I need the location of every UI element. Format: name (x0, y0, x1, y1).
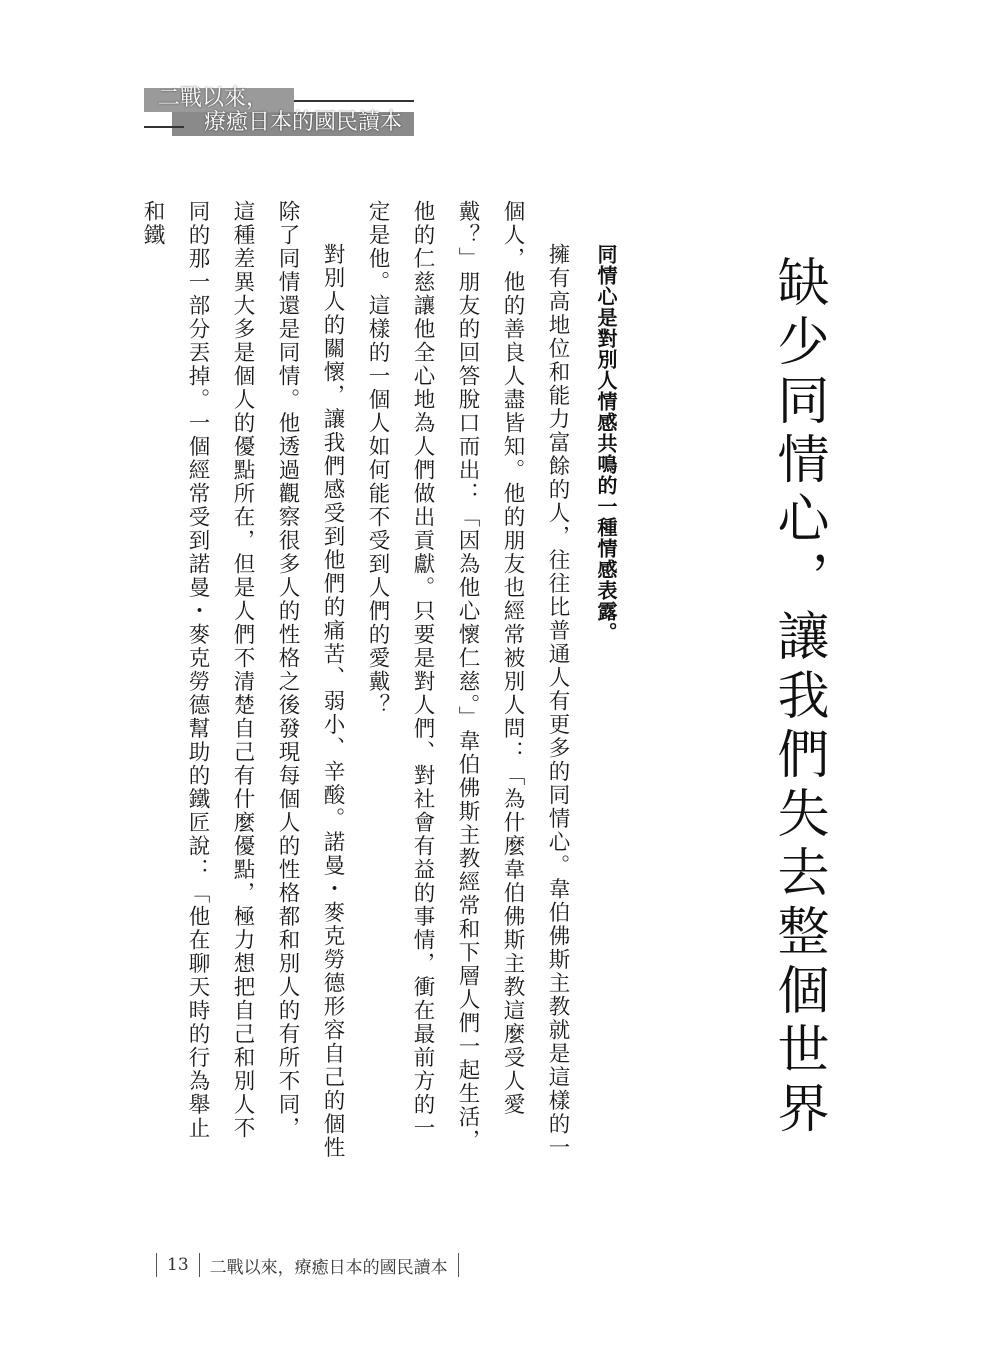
paragraph-2: 對別人的關懷，讓我們感受到他們的痛苦、弱小、辛酸。諾曼・麥克勞德形容自己的個性除了同情還是同情。他透過觀察很多人的性格之後發現每個人的性格都和別人的有所不同，這種差異大多是個人的優點所在，但是人們不清楚自己有什麼優點，極力想把自己和別人不同的那一部分丟掉。一個經常受到諾曼・麥克勞德幫助的鐵匠說：「他在聊天時的行為舉止和鐵 (140, 200, 345, 1160)
book-title-badge (144, 82, 434, 142)
body-text (140, 200, 580, 1160)
badge-line-2: 療癒日本的國民讀本 (204, 110, 403, 135)
page-number: 13 (167, 1255, 189, 1275)
badge-rule-bottom (144, 126, 184, 128)
badge-rule-top (294, 100, 414, 102)
footer-divider-right (458, 1253, 459, 1277)
badge-line-1: 二戰以來， (158, 86, 269, 111)
chapter-subtitle: 同情心是對別人情感共鳴的一種情感表露。 (594, 244, 618, 643)
footer-divider-left (156, 1253, 157, 1277)
paragraph-1: 擁有高地位和能力富餘的人，往往比普通人有更多的同情心。韋伯佛斯主教就是這樣的一個人，他的善良人盡皆知。他的朋友也經常被別人問：「為什麼韋伯佛斯主教這麼受人愛戴？」朋友的回答脫口而出：「因為他心懷仁慈。」韋伯佛斯主教經常和下層人們一起生活，他的仁慈讓他全心地為人們做出貢獻。只要是對人們、對社會有益的事情，衝在最前方的一定是他。這樣的一個人如何能不受到人們的愛戴？ (365, 200, 570, 1160)
footer-divider-middle (199, 1253, 200, 1277)
chapter-title: 缺少同情心，讓我們失去整個世界 (768, 255, 828, 1140)
page-footer (146, 1251, 469, 1279)
footer-book-title: 二戰以來，療癒日本的國民讀本 (209, 1257, 448, 1278)
